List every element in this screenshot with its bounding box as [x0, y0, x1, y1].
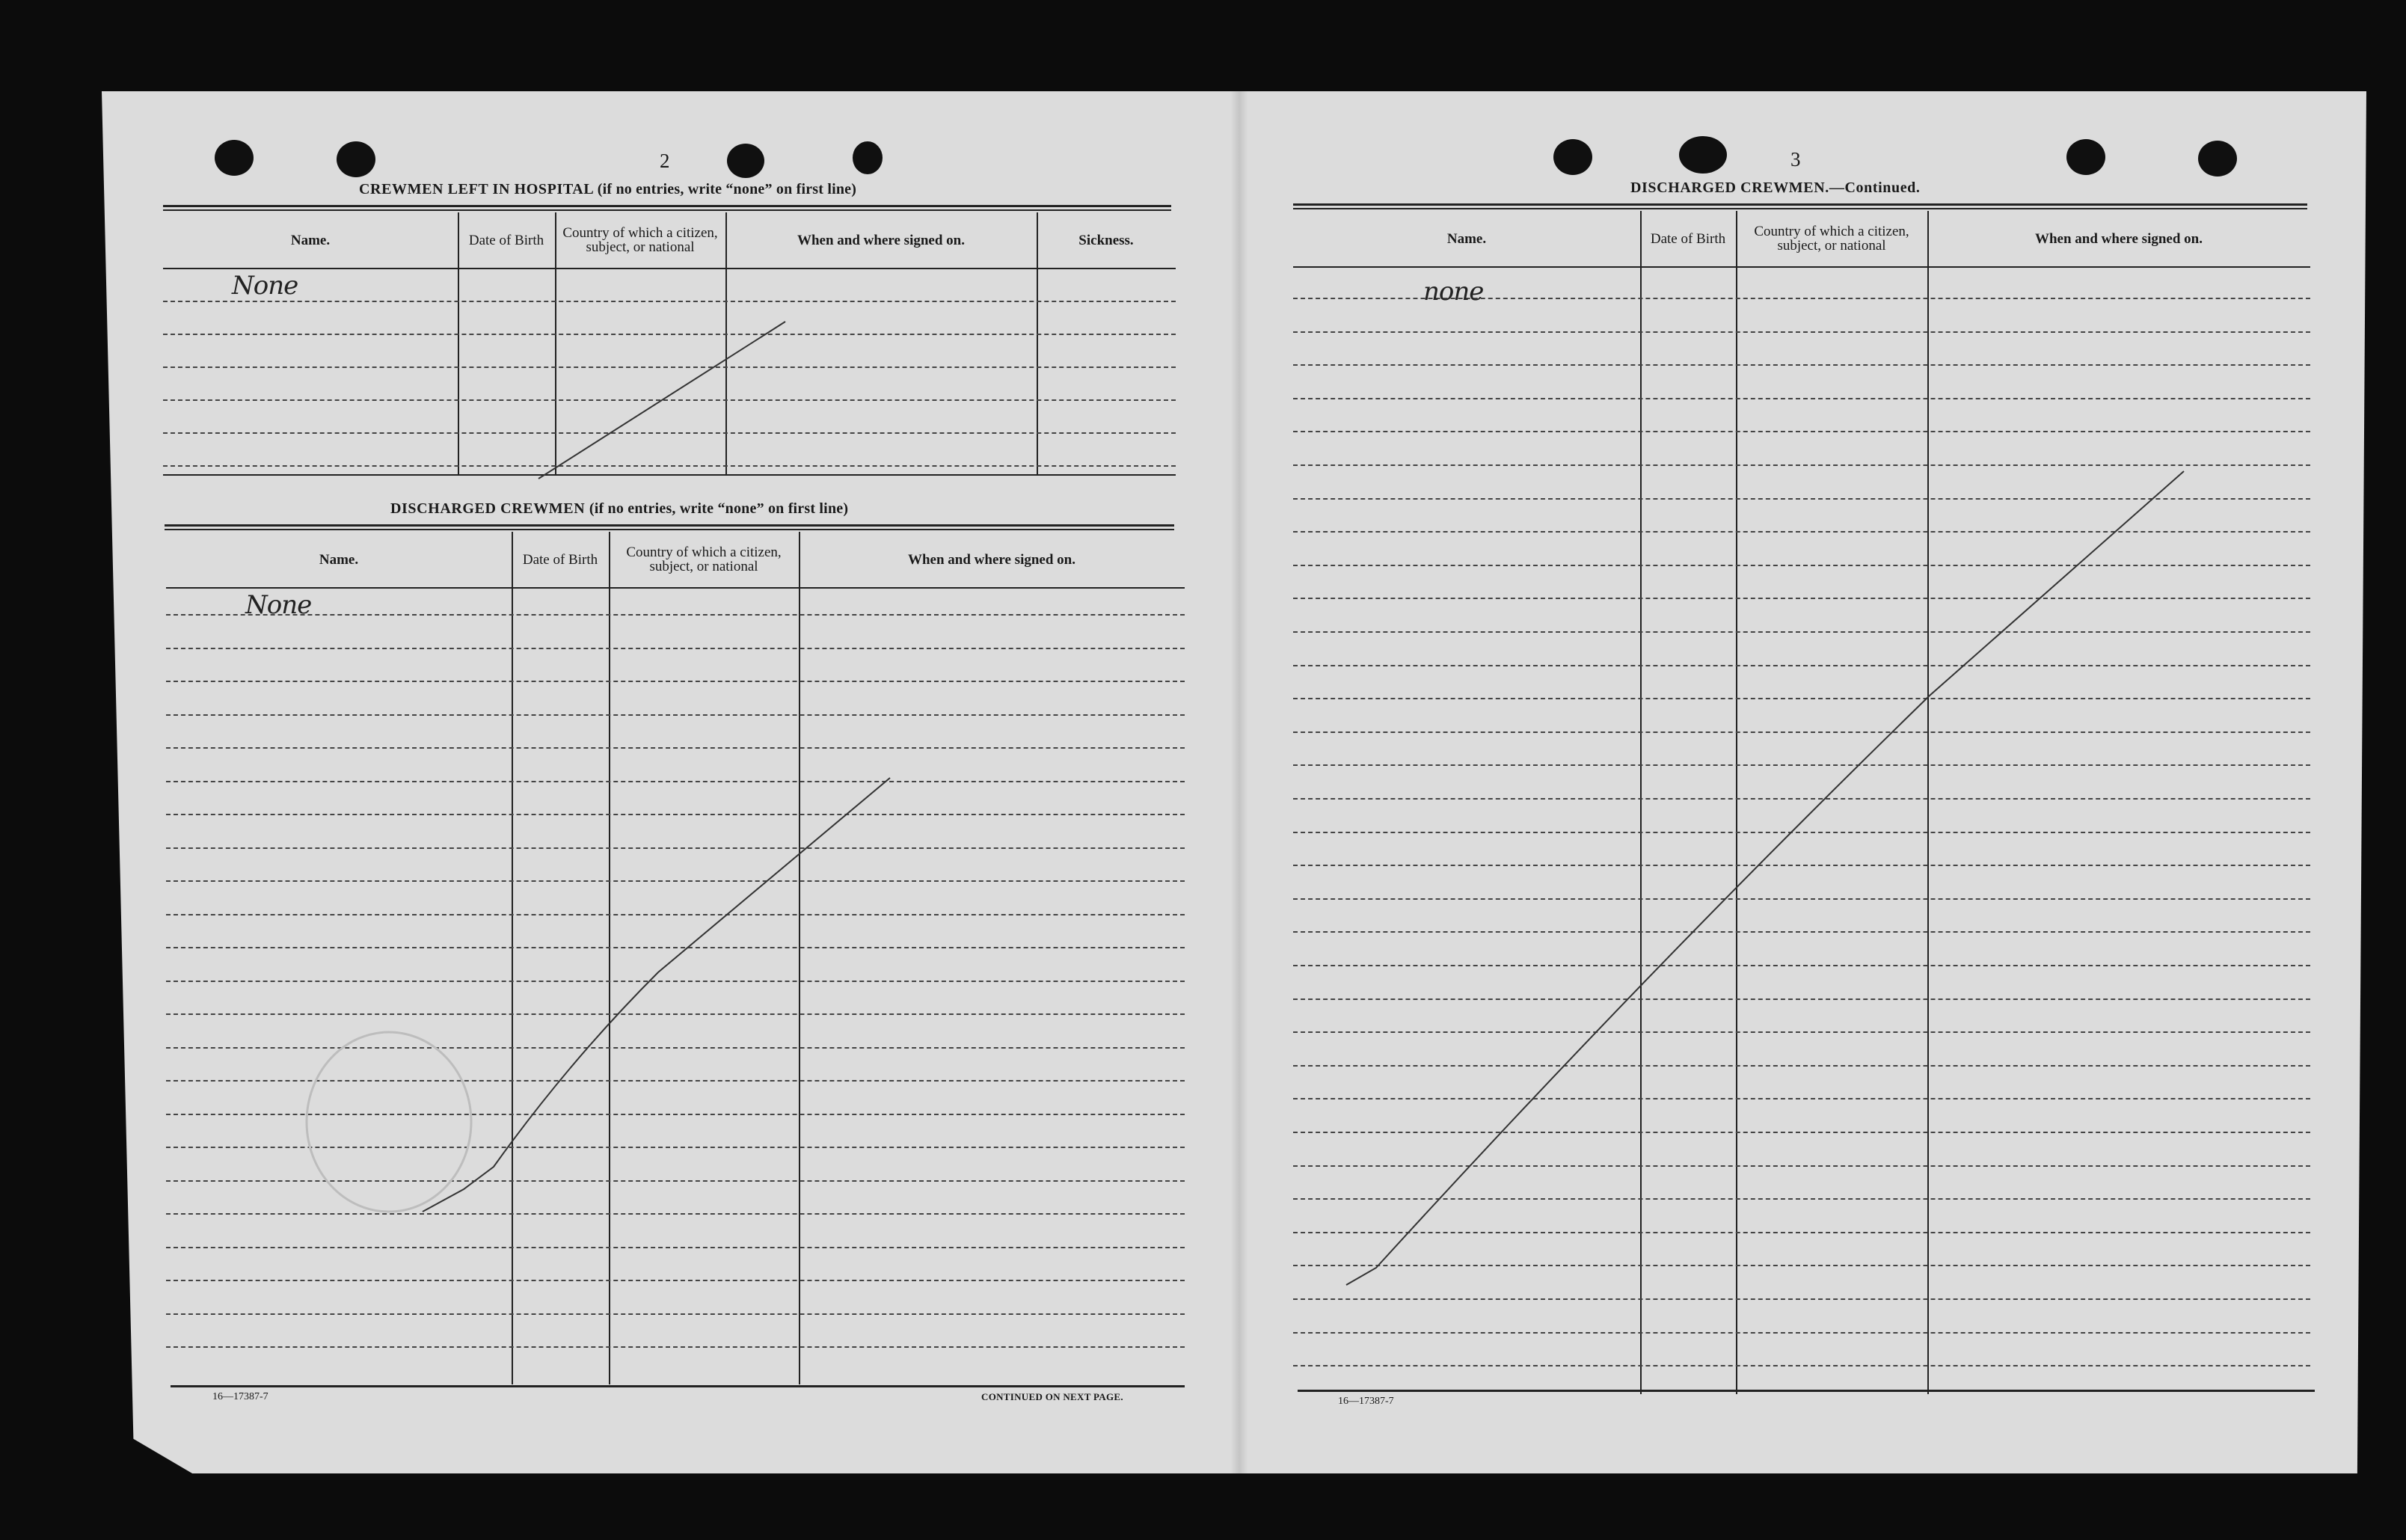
col-country: Country of which a citizen, subject, or national [1754, 224, 1909, 254]
form-code: 16—17387-7 [1338, 1396, 1394, 1407]
col-dob: Date of Birth [522, 551, 598, 568]
page-number: 2 [660, 150, 670, 172]
cancel-stroke [1346, 471, 2184, 1285]
handwritten-entry: none [1423, 277, 1484, 307]
cancel-stroke [423, 778, 890, 1212]
col-dob: Date of Birth [468, 232, 544, 248]
form-code: 16—17387-7 [212, 1391, 268, 1402]
col-name: Name. [319, 551, 359, 568]
handwritten-entry: None [245, 590, 312, 620]
col-country: Country of which a citizen, subject, or national [562, 225, 718, 255]
continued-note: CONTINUED ON NEXT PAGE. [981, 1391, 1123, 1402]
discharged-title-text: DISCHARGED CREWMEN [390, 500, 586, 517]
col-name: Name. [1446, 230, 1487, 247]
hospital-title-text: CREWMEN LEFT IN HOSPITAL [359, 181, 594, 197]
col-signed: When and where signed on. [797, 232, 965, 248]
col-sickness: Sickness. [1078, 232, 1134, 248]
col-signed: When and where signed on. [2034, 230, 2203, 247]
hospital-title-note: (if no entries, write “none” on first line) [597, 181, 857, 197]
cancel-stroke [538, 322, 785, 479]
col-name: Name. [290, 232, 331, 248]
section-title: DISCHARGED CREWMEN.—Continued. [1630, 180, 1921, 196]
faint-stamp [307, 1032, 471, 1212]
col-signed: When and where signed on. [907, 551, 1075, 568]
page-number: 3 [1790, 148, 1801, 171]
col-dob: Date of Birth [1650, 230, 1726, 247]
col-country: Country of which a citizen, subject, or national [626, 544, 782, 574]
discharged-title-note: (if no entries, write “none” on first line) [589, 500, 849, 517]
handwritten-entry: None [232, 271, 298, 301]
